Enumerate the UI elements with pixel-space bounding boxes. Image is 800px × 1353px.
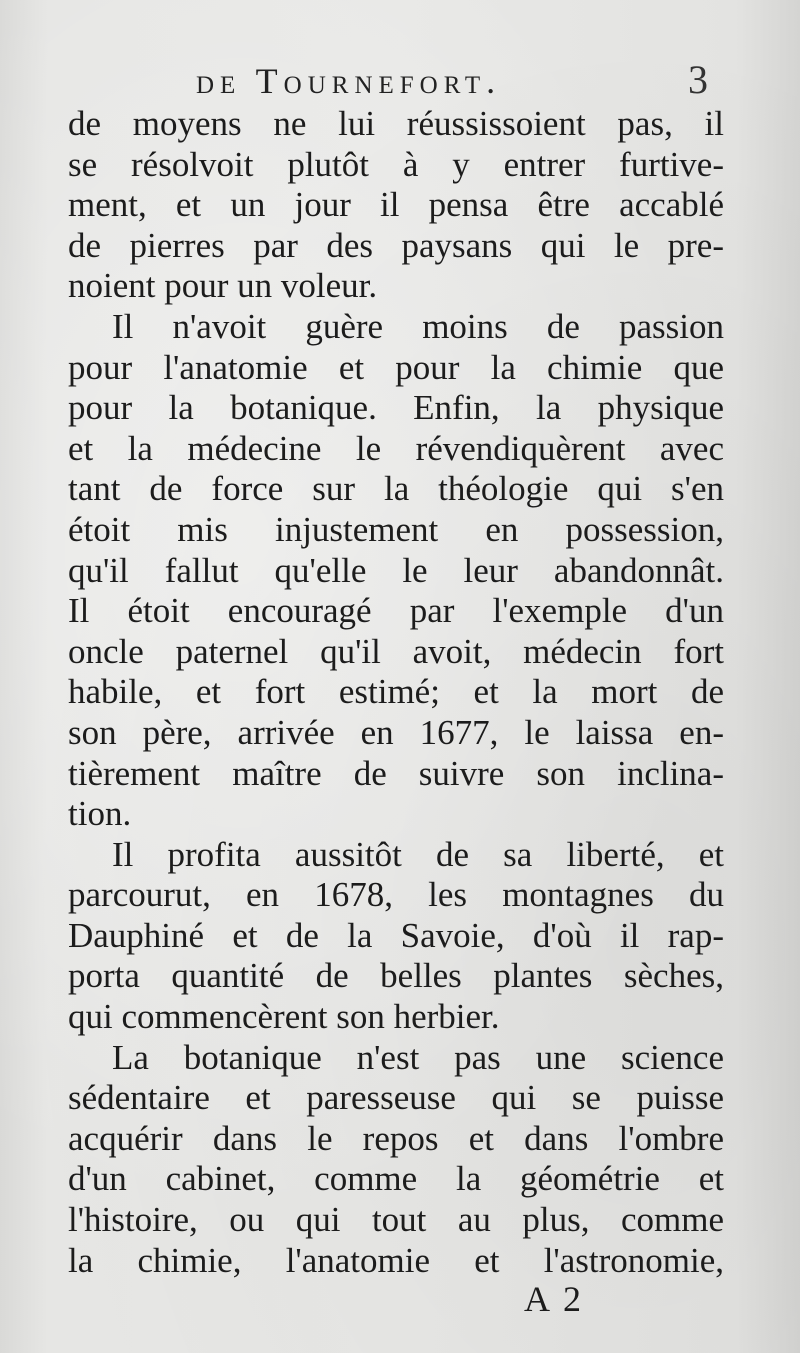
paragraph — [68, 307, 724, 835]
text-line: qui commencèrent son herbier. — [68, 997, 500, 1037]
text-line: noient pour un voleur. — [68, 266, 378, 306]
page-number: 3 — [688, 57, 708, 102]
text-line: Il n'avoit guère moins de passion — [112, 306, 724, 346]
text-line: pour l'anatomie et pour la chimie que — [68, 347, 724, 387]
text-line: tant de force sur la théologie qui s'en — [68, 469, 724, 509]
text-line: sédentaire et paresseuse qui se puisse — [68, 1078, 724, 1118]
text-line: Dauphiné et de la Savoie, d'où il rap- — [68, 915, 724, 955]
text-line: de pierres par des paysans qui le pre- — [68, 225, 724, 265]
text-line: de moyens ne lui réussissoient pas, il — [68, 104, 724, 143]
text-line: la chimie, l'anatomie et l'astronomie, — [68, 1240, 724, 1280]
text-line: Il profita aussitôt de sa liberté, et — [112, 834, 724, 874]
text-line: acquérir dans le repos et dans l'ombre — [68, 1118, 724, 1158]
page-header — [0, 52, 800, 102]
text-line: parcourut, en 1678, les montagnes du — [68, 875, 724, 915]
body-text — [68, 104, 724, 1281]
paragraph — [68, 835, 724, 1038]
text-line: son père, arrivée en 1677, le laissa en- — [68, 712, 724, 752]
text-line: Il étoit encouragé par l'exemple d'un — [68, 591, 724, 631]
signature-mark: A 2 — [524, 1279, 585, 1319]
text-line: l'histoire, ou qui tout au plus, comme — [68, 1200, 724, 1240]
text-line: porta quantité de belles plantes sèches, — [68, 956, 724, 996]
text-line: tièrement maître de suivre son inclina- — [68, 753, 724, 793]
text-line: habile, et fort estimé; et la mort de — [68, 672, 724, 712]
text-line: ment, et un jour il pensa être accablé — [68, 185, 724, 225]
text-line: qu'il fallut qu'elle le leur abandonnât. — [68, 550, 724, 590]
paragraph — [68, 104, 724, 307]
running-head: de Tournefort. — [196, 61, 502, 101]
text-line: se résolvoit plutôt à y entrer furtive- — [68, 144, 724, 184]
paragraph — [68, 1038, 724, 1282]
text-line: La botanique n'est pas une science — [112, 1037, 724, 1077]
text-line: étoit mis injustement en possession, — [68, 509, 724, 549]
text-line: d'un cabinet, comme la géométrie et — [68, 1159, 724, 1199]
text-line: oncle paternel qu'il avoit, médecin fort — [68, 631, 724, 671]
text-line: tion. — [68, 794, 132, 834]
text-line: et la médecine le révendiquèrent avec — [68, 428, 724, 468]
text-line: pour la botanique. Enfin, la physique — [68, 388, 724, 428]
